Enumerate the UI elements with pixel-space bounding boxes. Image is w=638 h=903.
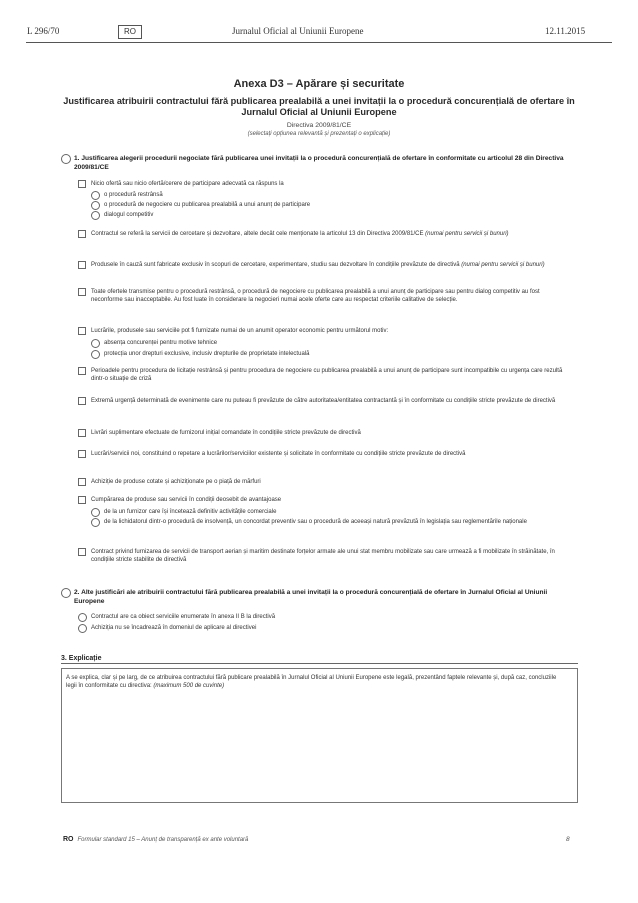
- publication-date: 12.11.2015: [545, 26, 586, 36]
- sub-option-radio[interactable]: [91, 339, 100, 348]
- option-irregular-tenders: Toate ofertele transmise pentru o procedură restrânsă, o procedură de negociere cu publicarea prealabilă a unui anunț de participare sau pentru dialog competitiv au fost neconforme sau inacceptabile. Au fost luate în considerare la negocieri numai acele oferte care au respectat criteriile calitative de selecție.: [91, 289, 540, 304]
- journal-header: [0, 26, 638, 40]
- footer-form-name: Formular standard 15 – Anunț de transparență ex ante voluntară: [77, 837, 249, 843]
- page-reference: L 296/70: [27, 26, 60, 36]
- option-checkbox[interactable]: [78, 288, 86, 296]
- option-checkbox[interactable]: [78, 367, 86, 375]
- sub-option-label: de la lichidatorul dintr-o procedură de insolvență, un concordat preventiv sau o procedură de aceeași natură prevăzută în legislația sau reglementările naționale: [104, 519, 527, 525]
- explanation-instructions: A se explica, clar și pe larg, de ce atribuirea contractului fără publicare prealabilă în Jurnalul Oficial al Uniunii Europene este legală, prezentând faptele relevante și, după caz, concluziile legii în conformitate cu directiva: (maximum 500 de cuvinte): [66, 675, 557, 690]
- option-checkbox[interactable]: [78, 327, 86, 335]
- option-checkbox[interactable]: [78, 548, 86, 556]
- sub-option-radio[interactable]: [91, 201, 100, 210]
- option-crisis-urgency: Perioadele pentru procedura de licitație restrânsă și pentru procedura de negociere cu publicarea prealabilă a unui anunț de participare sunt incompatibile cu urgența care rezultă dintr-o situație de criză: [91, 368, 563, 383]
- sub-option-radio[interactable]: [78, 624, 87, 633]
- sub-option-label: o procedură restrânsă: [104, 192, 163, 198]
- header-rule: [26, 42, 612, 43]
- option-research-services: Contractul se referă la servicii de cercetare și dezvoltare, altele decât cele menționate la articolul 13 din Directiva 2009/81/CE (numai pentru servicii și bunuri): [91, 231, 509, 237]
- journal-title: Jurnalul Oficial al Uniunii Europene: [232, 26, 364, 36]
- sub-option-radio[interactable]: [91, 518, 100, 527]
- section2-title: 2. Alte justificări ale atribuirii contractului fără publicarea prealabilă a unei invitații la o procedură concurențială de ofertare în Jurnalul Oficial al Uniunii Europene: [74, 589, 548, 605]
- instruction-note: (selectați opțiunea relevantă și prezentați o explicație): [247, 131, 391, 137]
- option-checkbox[interactable]: [78, 478, 86, 486]
- option-checkbox[interactable]: [78, 496, 86, 504]
- footer-lang: RO: [63, 836, 74, 843]
- option-commodity-market: Achiziție de produse cotate și achiziționate pe o piață de mărfuri: [91, 479, 261, 485]
- option-additional-deliveries: Livrări suplimentare efectuate de furnizorul inițial comandate în condițiile stricte prevăzute de directivă: [91, 430, 361, 436]
- section3-rule: [61, 663, 578, 664]
- sub-option-label: de la un furnizor care își încetează definitiv activitățile comerciale: [104, 509, 277, 515]
- sub-option-label: absența concurenței pentru motive tehnice: [104, 340, 218, 346]
- sub-option-radio[interactable]: [91, 211, 100, 220]
- sub-option-label: protecția unor drepturi exclusive, inclusiv drepturile de proprietate intelectuală: [104, 351, 310, 357]
- option-checkbox[interactable]: [78, 397, 86, 405]
- section3-title: 3. Explicație: [61, 655, 102, 662]
- option-checkbox[interactable]: [78, 429, 86, 437]
- annex-title: Anexa D3 – Apărare și securitate: [233, 78, 405, 90]
- directive-reference: Directiva 2009/81/CE: [286, 122, 352, 129]
- section1-radio[interactable]: [61, 154, 71, 164]
- sub-option-label: dialogul competitiv: [104, 212, 154, 218]
- option-checkbox[interactable]: [78, 230, 86, 238]
- option-annex-services: Contractul are ca obiect serviciile enumerate în anexa II B la directivă: [91, 614, 276, 620]
- option-advantageous-terms: Cumpărarea de produse sau servicii în condiții deosebit de avantajoase: [91, 497, 282, 503]
- option-checkbox[interactable]: [78, 180, 86, 188]
- option-checkbox[interactable]: [78, 450, 86, 458]
- option-new-works: Lucrări/servicii noi, constituind o repetare a lucrărilor/serviciilor existente și solicitate în conformitate cu condițiile stricte prevăzute de directivă: [91, 451, 466, 457]
- option-research-products: Produsele în cauză sunt fabricate exclusiv în scopuri de cercetare, experimentare, studiu sau dezvoltare în condițiile prevăzute de directivă (numai pentru servicii și bunuri): [91, 262, 545, 268]
- sub-option-label: o procedură de negociere cu publicarea prealabilă a unui anunț de participare: [104, 202, 311, 208]
- option-single-operator: Lucrările, produsele sau serviciile pot fi furnizate numai de un anumit operator economic pentru următorul motiv:: [91, 328, 389, 334]
- option-no-tenders: Nicio ofertă sau nicio ofertă/cerere de participare adecvată ca răspuns la: [91, 181, 284, 187]
- form-subtitle: Justificarea atribuirii contractului fără publicarea prealabilă a unei invitații la o procedură concurențială de ofertare în Jurnalul Oficial al Uniunii Europene: [63, 96, 575, 117]
- section1-title: 1. Justificarea alegerii procedurii negociate fără publicarea unei invitații la o procedură concurențială de ofertare în conformitate cu articolul 28 din Directiva 2009/81/CE: [74, 155, 564, 171]
- option-checkbox[interactable]: [78, 261, 86, 269]
- section2-radio[interactable]: [61, 588, 71, 598]
- option-extreme-urgency: Extremă urgență determinată de evenimente care nu puteau fi prevăzute de către autoritatea/entitatea contractantă și în conformitate cu condițiile stricte prevăzute de directivă: [91, 398, 556, 404]
- sub-option-radio[interactable]: [78, 613, 87, 622]
- form-footer: [63, 836, 248, 843]
- option-transport-services: Contract privind furnizarea de servicii de transport aerian și maritim destinate forțelor armate ale unui stat membru mobilizate sau care urmează a fi mobilizate în străinătate, în condițiile stricte stabilite de directivă: [91, 549, 555, 564]
- option-out-of-scope: Achiziția nu se încadrează în domeniul de aplicare al directivei: [91, 625, 257, 631]
- sub-option-radio[interactable]: [91, 191, 100, 200]
- sub-option-radio[interactable]: [91, 508, 100, 517]
- sub-option-radio[interactable]: [91, 350, 100, 359]
- language-badge: RO: [118, 25, 142, 39]
- page-number: 8: [566, 836, 570, 843]
